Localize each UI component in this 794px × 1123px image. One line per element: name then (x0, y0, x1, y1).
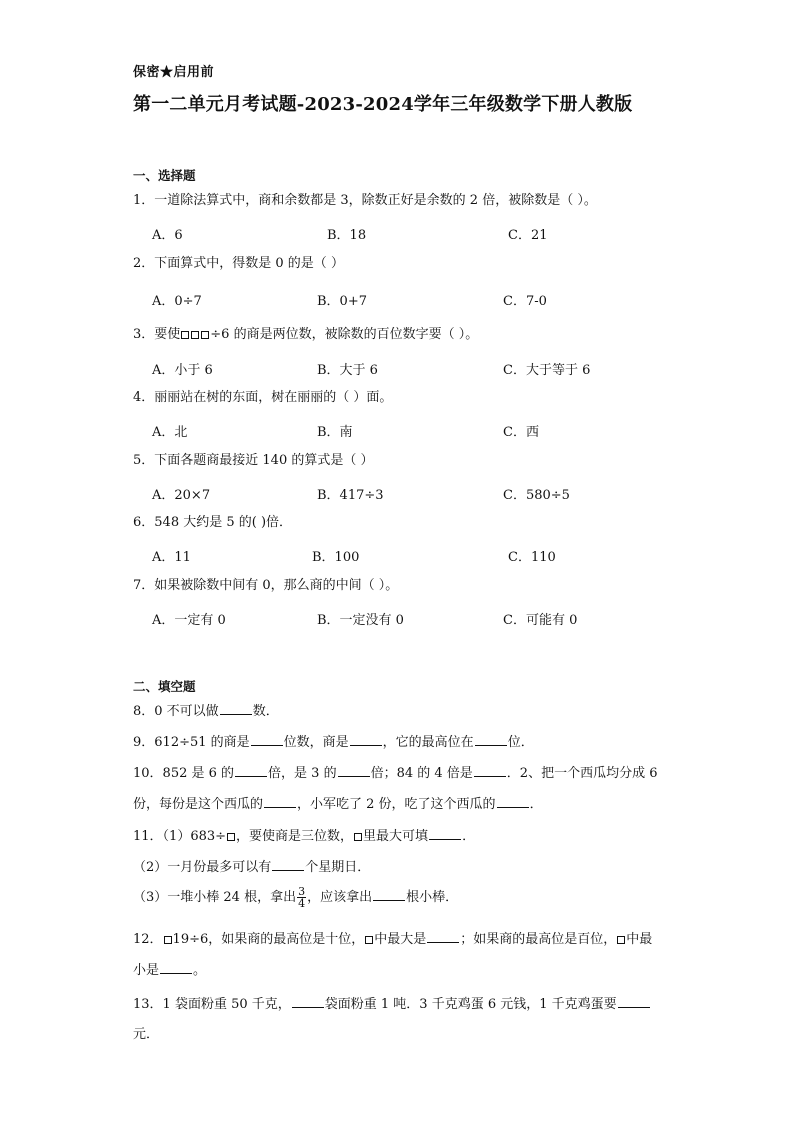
answer-blank[interactable] (497, 795, 529, 808)
answer-blank[interactable] (373, 888, 405, 901)
blank-box-icon (181, 331, 189, 339)
q2-option-c: C．7-0 (503, 294, 547, 309)
question-2: 2．下面算式中，得数是 0 的是（ ） (133, 256, 344, 271)
blank-box-icon (191, 331, 199, 339)
q5-option-c: C．580÷5 (503, 488, 570, 503)
blank-box-icon (201, 331, 209, 339)
fraction: $\frac{3}{4}$ (298, 885, 306, 910)
q3-option-a: A．小于 6 (152, 363, 213, 378)
q4-option-c: C．西 (503, 425, 539, 440)
q6-option-c: C．110 (508, 550, 556, 565)
section-choice-title: 一、选择题 (133, 168, 196, 183)
answer-blank[interactable] (251, 733, 283, 746)
blank-box-icon (354, 833, 362, 841)
question-1: 1．一道除法算式中，商和余数都是 3，除数正好是余数的 2 倍，被除数是（ ）。 (133, 193, 597, 208)
secret-label: 保密★启用前 (133, 65, 215, 80)
question-11-part-3: （3）一堆小棒 24 根，拿出 $\frac{3}{4}$ ，应该拿出 根小棒． (133, 885, 459, 910)
blank-box-icon (365, 936, 373, 944)
answer-blank[interactable] (474, 764, 506, 777)
page-title: 第一二单元月考试题-2023-2024学年三年级数学下册人教版 (133, 94, 633, 115)
section-fill-title: 二、填空题 (133, 679, 196, 694)
answer-blank[interactable] (475, 733, 507, 746)
question-4: 4．丽丽站在树的东面，树在丽丽的（ ）面。 (133, 390, 393, 405)
q1-option-a: A．6 (152, 228, 183, 243)
q6-option-b: B．100 (312, 550, 360, 565)
q7-option-b: B．一定没有 0 (317, 613, 404, 628)
question-13-line-1: 13．1 袋面粉重 50 千克， 袋面粉重 1 吨．3 千克鸡蛋 6 元钱，1 千克鸡蛋要 (133, 995, 651, 1014)
answer-blank[interactable] (350, 733, 382, 746)
blank-box-icon (227, 833, 235, 841)
question-11-part-2: （2）一月份最多可以有 个星期日． (133, 860, 371, 875)
q7-option-a: A．一定有 0 (152, 613, 226, 628)
q6-option-a: A．11 (152, 550, 191, 565)
q3-option-b: B．大于 6 (317, 363, 378, 378)
answer-blank[interactable] (429, 827, 461, 840)
q5-option-b: B．417÷3 (317, 488, 384, 503)
q1-option-c: C．21 (508, 228, 548, 243)
answer-blank[interactable] (235, 764, 267, 777)
answer-blank[interactable] (427, 930, 459, 943)
question-12-line-2: 小是 。 (133, 963, 207, 978)
blank-box-icon (164, 936, 172, 944)
answer-blank[interactable] (338, 764, 370, 777)
question-10-line-2: 份，每份是这个西瓜的 ，小军吃了 2 份，吃了这个西瓜的 ． (133, 797, 543, 812)
question-12-line-1: 12． 19÷6，如果商的最高位是十位， 中最大是 ；如果商的最高位是百位， 中最 (133, 932, 653, 947)
question-11-part-1: 11．（1）683÷ ，要使商是三位数， 里最大可填 ． (133, 829, 476, 844)
q3-option-c: C．大于等于 6 (503, 363, 591, 378)
answer-blank[interactable] (220, 702, 252, 715)
answer-blank[interactable] (160, 961, 192, 974)
answer-blank[interactable] (292, 995, 324, 1008)
answer-blank[interactable] (272, 858, 304, 871)
q1-option-b: B．18 (327, 228, 367, 243)
q2-option-b: B．0+7 (317, 294, 367, 309)
q5-option-a: A．20×7 (152, 488, 211, 503)
question-6: 6．548 大约是 5 的( )倍． (133, 515, 293, 530)
question-9: 9．612÷51 的商是 位数，商是 ，它的最高位在 位． (133, 735, 534, 750)
answer-blank[interactable] (264, 795, 296, 808)
q2-option-a: A．0÷7 (152, 294, 202, 309)
question-8: 8．0 不可以做 数． (133, 704, 279, 719)
q7-option-c: C．可能有 0 (503, 613, 578, 628)
answer-blank[interactable] (618, 995, 650, 1008)
question-5: 5．下面各题商最接近 140 的算式是（ ） (133, 453, 374, 468)
question-7: 7．如果被除数中间有 0，那么商的中间（ ）。 (133, 578, 399, 593)
q4-option-a: A．北 (152, 425, 188, 440)
q4-option-b: B．南 (317, 425, 353, 440)
question-3: 3．要使 ÷6 的商是两位数，被除数的百位数字要（ ）。 (133, 327, 479, 342)
blank-box-icon (617, 936, 625, 944)
question-10-line-1: 10．852 是 6 的 倍，是 3 的 倍；84 的 4 倍是 ．2、把一个西瓜均分成 6 (133, 766, 658, 781)
question-13-line-2: 元． (133, 1027, 160, 1042)
